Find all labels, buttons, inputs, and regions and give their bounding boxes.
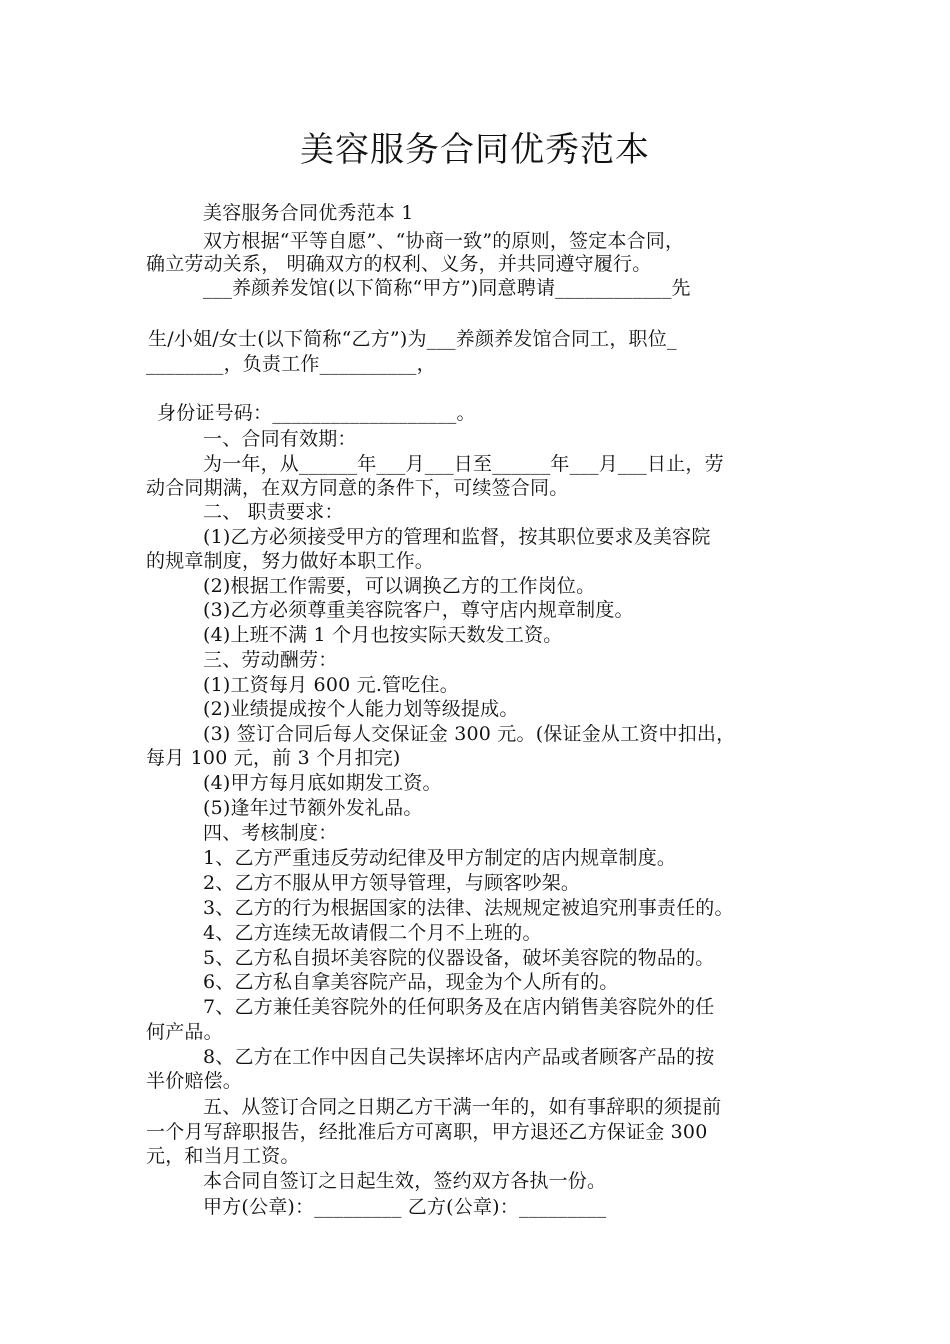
list-item: 4、乙方连续无故请假二个月不上班的。 xyxy=(203,922,542,944)
paragraph-line: 生/小姐/女士(以下简称“乙方”)为___养颜养发馆合同工，职位_ xyxy=(148,328,677,350)
list-item: 1、乙方严重违反劳动纪律及甲方制定的店内规章制度。 xyxy=(203,847,677,869)
list-item: 3、乙方的行为根据国家的法律、法规规定被追究刑事责任的。 xyxy=(203,897,734,919)
list-item: (1)工资每月 600 元.管吃住。 xyxy=(203,674,459,696)
paragraph-line: 确立劳动关系， 明确双方的权利、义务，并共同遵守履行。 xyxy=(146,253,652,275)
section-heading: 二、 职责要求： xyxy=(203,501,344,523)
paragraph-line: 双方根据“平等自愿”、“协商一致”的原则，签定本合同， xyxy=(203,230,685,252)
list-item: (1)乙方必须接受甲方的管理和监督，按其职位要求及美容院 xyxy=(203,526,711,548)
paragraph-line: 动合同期满，在双方同意的条件下，可续签合同。 xyxy=(146,477,569,499)
section-heading: 四、考核制度： xyxy=(203,822,338,844)
list-item: (4)甲方每月底如期发工资。 xyxy=(203,772,442,794)
list-item: 6、乙方私自拿美容院产品，现金为个人所有的。 xyxy=(203,971,619,993)
list-item: (5)逢年过节额外发礼品。 xyxy=(203,797,423,819)
list-item-continued: 每月 100 元，前 3 个月扣完) xyxy=(146,747,401,769)
section-paragraph: 五、从签订合同之日期乙方干满一年的，如有事辞职的须提前 xyxy=(203,1096,722,1118)
subtitle-line: 美容服务合同优秀范本 1 xyxy=(203,202,414,224)
paragraph-line: 元，和当月工资。 xyxy=(146,1145,300,1167)
list-item: (2)业绩提成按个人能力划等级提成。 xyxy=(203,698,519,720)
list-item: 7、乙方兼任美容院外的任何职务及在店内销售美容院外的任 xyxy=(203,996,715,1018)
list-item: (3)乙方必须尊重美容院客户，尊守店内规章制度。 xyxy=(203,599,634,621)
list-item-continued: 的规章制度，努力做好本职工作。 xyxy=(146,550,435,572)
paragraph-line: ___养颜养发馆(以下简称“甲方”)同意聘请____________先 xyxy=(203,277,691,299)
paragraph-line: 本合同自签订之日起生效，签约双方各执一份。 xyxy=(203,1170,607,1192)
id-number-line: 身份证号码：___________________。 xyxy=(157,402,476,424)
paragraph-line: ________，负责工作__________， xyxy=(146,353,436,375)
section-heading: 一、合同有效期： xyxy=(203,428,357,450)
list-item-continued: 何产品。 xyxy=(146,1021,223,1043)
list-item: (2)根据工作需要，可以调换乙方的工作岗位。 xyxy=(203,575,596,597)
list-item-continued: 半价赔偿。 xyxy=(146,1070,243,1092)
list-item: 5、乙方私自损坏美容院的仪器设备，破坏美容院的物品的。 xyxy=(203,947,715,969)
section-heading: 三、劳动酬劳： xyxy=(203,649,338,671)
paragraph-line: 一个月写辞职报告，经批准后方可离职，甲方退还乙方保证金 300 xyxy=(146,1121,708,1143)
list-item: 8、乙方在工作中因自己失误摔坏店内产品或者顾客产品的按 xyxy=(203,1046,715,1068)
list-item: 2、乙方不服从甲方领导管理，与顾客吵架。 xyxy=(203,872,581,894)
list-item: (3) 签订合同后每人交保证金 300 元。(保证金从工资中扣出， xyxy=(203,723,736,745)
signature-line: 甲方(公章)：_________ 乙方(公章)：_________ xyxy=(203,1196,607,1218)
document-title: 美容服务合同优秀范本 xyxy=(300,130,650,170)
paragraph-line: 为一年，从______年___月___日至______年___月___日止，劳 xyxy=(203,453,724,475)
list-item: (4)上班不满 1 个月也按实际天数发工资。 xyxy=(203,624,563,646)
